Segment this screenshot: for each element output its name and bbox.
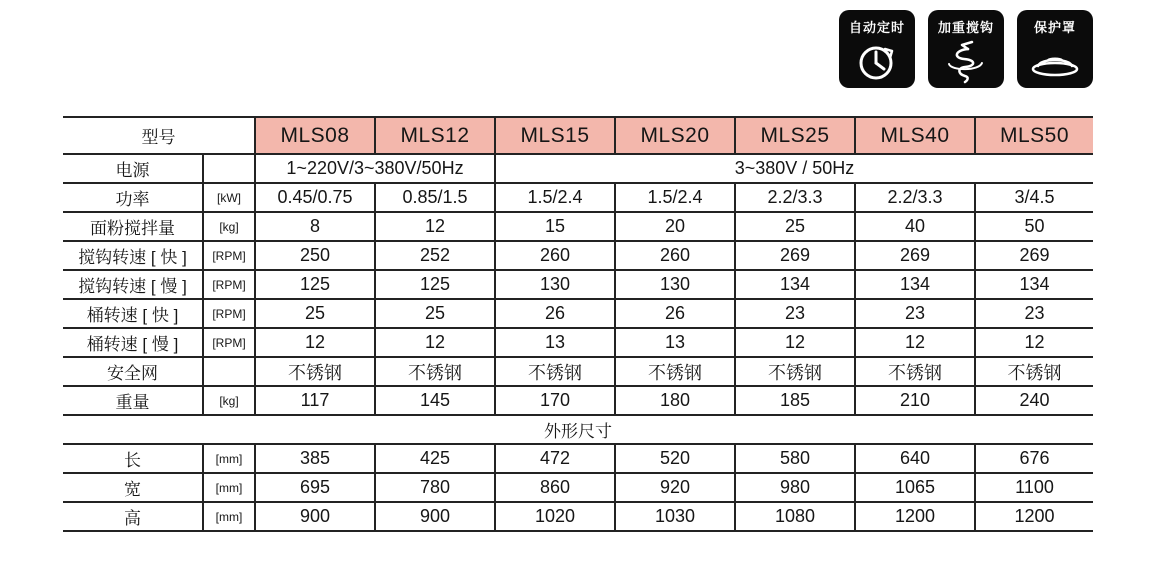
model-header-row — [63, 117, 1093, 154]
spec-value: 3/4.5 — [975, 183, 1093, 212]
spec-value: 269 — [855, 241, 975, 270]
spec-value: 125 — [255, 270, 375, 299]
spiral-hook-icon — [941, 38, 991, 86]
spec-value: 不锈钢 — [615, 357, 735, 386]
row-label: 搅钩转速 [ 慢 ] — [63, 270, 203, 299]
badge-label: 保护罩 — [1033, 20, 1076, 35]
power-row-body — [63, 154, 1093, 183]
spec-value: 900 — [255, 502, 375, 531]
spec-value: 不锈钢 — [975, 357, 1093, 386]
spec-value: 1030 — [615, 502, 735, 531]
row-unit: [kW] — [203, 183, 255, 212]
spec-value: 780 — [375, 473, 495, 502]
spec-value: 40 — [855, 212, 975, 241]
table-row — [63, 328, 1093, 357]
model-header: MLS40 — [855, 117, 975, 154]
spec-value: 580 — [735, 444, 855, 473]
spec-value: 134 — [735, 270, 855, 299]
spec-value: 2.2/3.3 — [855, 183, 975, 212]
spec-value: 12 — [855, 328, 975, 357]
badge-label: 加重搅钩 — [937, 20, 994, 35]
spec-value: 0.45/0.75 — [255, 183, 375, 212]
row-label: 长 — [63, 444, 203, 473]
spec-value: 12 — [735, 328, 855, 357]
table-row — [63, 357, 1093, 386]
spec-table-body — [63, 183, 1093, 415]
spec-value: 12 — [375, 212, 495, 241]
spec-value: 900 — [375, 502, 495, 531]
row-label: 高 — [63, 502, 203, 531]
row-label: 安全网 — [63, 357, 203, 386]
spec-value: 640 — [855, 444, 975, 473]
row-unit: [kg] — [203, 212, 255, 241]
spec-value: 520 — [615, 444, 735, 473]
spec-value: 12 — [375, 328, 495, 357]
row-label: 电源 — [63, 154, 203, 183]
row-label: 重量 — [63, 386, 203, 415]
spec-value: 15 — [495, 212, 615, 241]
row-unit: [kg] — [203, 386, 255, 415]
row-unit: [RPM] — [203, 299, 255, 328]
spec-value: 860 — [495, 473, 615, 502]
table-corner-label: 型号 — [63, 117, 255, 154]
spec-value: 1080 — [735, 502, 855, 531]
table-row — [63, 473, 1093, 502]
model-header: MLS50 — [975, 117, 1093, 154]
spec-value: 385 — [255, 444, 375, 473]
row-unit: [mm] — [203, 473, 255, 502]
spec-value: 130 — [495, 270, 615, 299]
spec-value: 170 — [495, 386, 615, 415]
spec-value: 1100 — [975, 473, 1093, 502]
badge-label: 自动定时 — [848, 20, 905, 35]
spec-value: 1.5/2.4 — [615, 183, 735, 212]
spec-value-power-right: 3~380V / 50Hz — [495, 154, 1093, 183]
feature-badge-auto-timer — [839, 10, 915, 88]
model-header: MLS08 — [255, 117, 375, 154]
model-header: MLS15 — [495, 117, 615, 154]
spec-value: 1.5/2.4 — [495, 183, 615, 212]
row-unit: [mm] — [203, 444, 255, 473]
spec-value: 210 — [855, 386, 975, 415]
row-label: 桶转速 [ 快 ] — [63, 299, 203, 328]
spec-table — [63, 116, 1093, 532]
table-row — [63, 270, 1093, 299]
table-row — [63, 444, 1093, 473]
spec-value: 2.2/3.3 — [735, 183, 855, 212]
spec-value: 676 — [975, 444, 1093, 473]
spec-value: 不锈钢 — [735, 357, 855, 386]
spec-value: 23 — [855, 299, 975, 328]
spec-value-power-left: 1~220V/3~380V/50Hz — [255, 154, 495, 183]
spec-value: 252 — [375, 241, 495, 270]
section-label: 外形尺寸 — [63, 415, 1093, 444]
spec-value: 8 — [255, 212, 375, 241]
spec-value: 472 — [495, 444, 615, 473]
spec-value: 185 — [735, 386, 855, 415]
spec-value: 250 — [255, 241, 375, 270]
clock-icon — [852, 38, 902, 86]
spec-value: 不锈钢 — [375, 357, 495, 386]
spec-value: 12 — [255, 328, 375, 357]
spec-value: 695 — [255, 473, 375, 502]
spec-value: 0.85/1.5 — [375, 183, 495, 212]
spec-value: 1200 — [975, 502, 1093, 531]
spec-value: 13 — [615, 328, 735, 357]
spec-value: 不锈钢 — [255, 357, 375, 386]
spec-value: 130 — [615, 270, 735, 299]
section-row-body — [63, 415, 1093, 444]
row-unit: [mm] — [203, 502, 255, 531]
row-unit: [RPM] — [203, 270, 255, 299]
spec-value: 25 — [375, 299, 495, 328]
spec-value: 425 — [375, 444, 495, 473]
row-unit — [203, 357, 255, 386]
spec-value: 920 — [615, 473, 735, 502]
spec-value: 不锈钢 — [495, 357, 615, 386]
table-row — [63, 502, 1093, 531]
spec-value: 25 — [735, 212, 855, 241]
row-label: 面粉搅拌量 — [63, 212, 203, 241]
row-label: 功率 — [63, 183, 203, 212]
model-header: MLS12 — [375, 117, 495, 154]
row-label: 桶转速 [ 慢 ] — [63, 328, 203, 357]
protective-cover-icon — [1028, 38, 1082, 86]
spec-value: 134 — [975, 270, 1093, 299]
row-unit: [RPM] — [203, 328, 255, 357]
spec-value: 不锈钢 — [855, 357, 975, 386]
spec-value: 269 — [735, 241, 855, 270]
dimension-table-body — [63, 444, 1093, 531]
spec-value: 1065 — [855, 473, 975, 502]
spec-value: 12 — [975, 328, 1093, 357]
section-row — [63, 415, 1093, 444]
table-row — [63, 299, 1093, 328]
spec-value: 26 — [615, 299, 735, 328]
row-label: 搅钩转速 [ 快 ] — [63, 241, 203, 270]
spec-value: 13 — [495, 328, 615, 357]
spec-value: 260 — [615, 241, 735, 270]
spec-value: 50 — [975, 212, 1093, 241]
spec-value: 260 — [495, 241, 615, 270]
spec-value: 25 — [255, 299, 375, 328]
spec-value: 145 — [375, 386, 495, 415]
row-label: 宽 — [63, 473, 203, 502]
spec-value: 23 — [735, 299, 855, 328]
spec-value: 134 — [855, 270, 975, 299]
table-row — [63, 241, 1093, 270]
row-unit: [RPM] — [203, 241, 255, 270]
spec-value: 26 — [495, 299, 615, 328]
spec-value: 180 — [615, 386, 735, 415]
spec-value: 117 — [255, 386, 375, 415]
spec-value: 269 — [975, 241, 1093, 270]
spec-value: 240 — [975, 386, 1093, 415]
row-unit — [203, 154, 255, 183]
feature-badge-heavy-hook — [928, 10, 1004, 88]
table-row — [63, 183, 1093, 212]
spec-value: 1200 — [855, 502, 975, 531]
model-header: MLS20 — [615, 117, 735, 154]
spec-value: 23 — [975, 299, 1093, 328]
table-row — [63, 212, 1093, 241]
spec-value: 20 — [615, 212, 735, 241]
table-row-power — [63, 154, 1093, 183]
feature-badges — [839, 10, 1093, 88]
feature-badge-protective-cover — [1017, 10, 1093, 88]
spec-value: 980 — [735, 473, 855, 502]
table-row — [63, 386, 1093, 415]
spec-value: 125 — [375, 270, 495, 299]
spec-value: 1020 — [495, 502, 615, 531]
model-header: MLS25 — [735, 117, 855, 154]
